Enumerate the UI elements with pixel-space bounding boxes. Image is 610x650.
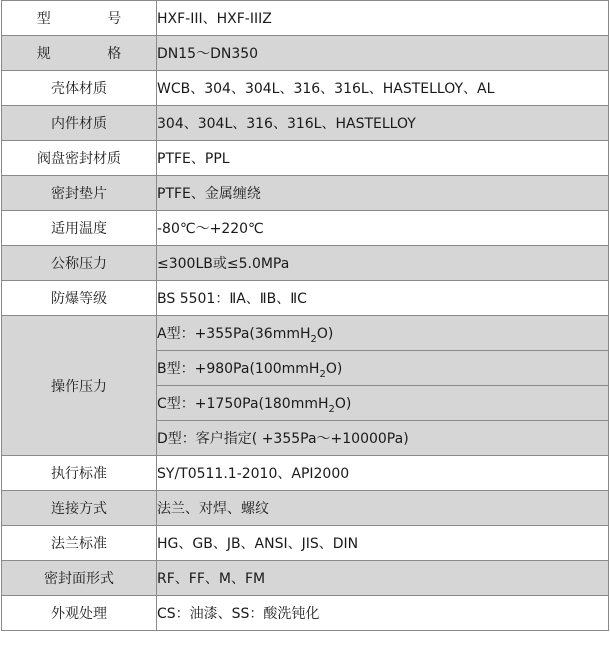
row-value-pressure-rating: ≤300LB或≤5.0MPa [157, 246, 609, 281]
row-value-connection: 法兰、对焊、螺纹 [157, 491, 609, 526]
row-value-internal-material: 304、304L、316、316L、HASTELLOY [157, 106, 609, 141]
table-row [2, 596, 609, 631]
row-label-flange-standard: 法兰标准 [2, 526, 157, 561]
table-row [2, 71, 609, 106]
row-label-internal-material: 内件材质 [2, 106, 157, 141]
row-label-connection: 连接方式 [2, 491, 157, 526]
row-value-size: DN15～DN350 [157, 36, 609, 71]
operating-pressure-b: B型：+980Pa(100mmH$_2$O) [157, 351, 609, 386]
row-value-gasket: PTFE、金属缠绕 [157, 176, 609, 211]
table-row [2, 141, 609, 176]
row-value-flange-standard: HG、GB、JB、ANSI、JIS、DIN [157, 526, 609, 561]
operating-pressure-d: D型：客户指定( +355Pa～+10000Pa) [157, 421, 609, 456]
row-value-disc-seal: PTFE、PPL [157, 141, 609, 176]
row-value-finish: CS：油漆、SS：酸洗钝化 [157, 596, 609, 631]
row-value-model: HXF-III、HXF-IIIZ [157, 1, 609, 36]
row-label-temperature: 适用温度 [2, 211, 157, 246]
row-label-finish: 外观处理 [2, 596, 157, 631]
operating-pressure-c: C型：+1750Pa(180mmH$_2$O) [157, 386, 609, 421]
row-value-standard: SY/T0511.1-2010、API2000 [157, 456, 609, 491]
table-row [2, 561, 609, 596]
row-label-standard: 执行标准 [2, 456, 157, 491]
row-value-explosion-proof: BS 5501：ⅡA、ⅡB、ⅡC [157, 281, 609, 316]
row-label-size: 规 格 [2, 36, 157, 71]
table-row [2, 36, 609, 71]
table-row [2, 526, 609, 561]
table-row [2, 456, 609, 491]
row-label-gasket: 密封垫片 [2, 176, 157, 211]
table-row [2, 211, 609, 246]
table-row [2, 316, 609, 351]
row-label-pressure-rating: 公称压力 [2, 246, 157, 281]
row-label-explosion-proof: 防爆等级 [2, 281, 157, 316]
row-label-body-material: 壳体材质 [2, 71, 157, 106]
operating-pressure-a: A型：+355Pa(36mmH$_2$O) [157, 316, 609, 351]
row-value-body-material: WCB、304、304L、316、316L、HASTELLOY、AL [157, 71, 609, 106]
row-value-temperature: -80℃～+220℃ [157, 211, 609, 246]
row-label-model: 型 号 [2, 1, 157, 36]
table-row [2, 1, 609, 36]
table-row [2, 491, 609, 526]
row-label-operating-pressure: 操作压力 [2, 316, 157, 456]
table-row [2, 176, 609, 211]
row-value-seal-face: RF、FF、M、FM [157, 561, 609, 596]
table-row [2, 281, 609, 316]
table-row [2, 106, 609, 141]
row-label-disc-seal: 阀盘密封材质 [2, 141, 157, 176]
table-row [2, 246, 609, 281]
spec-table [1, 0, 609, 631]
row-label-seal-face: 密封面形式 [2, 561, 157, 596]
